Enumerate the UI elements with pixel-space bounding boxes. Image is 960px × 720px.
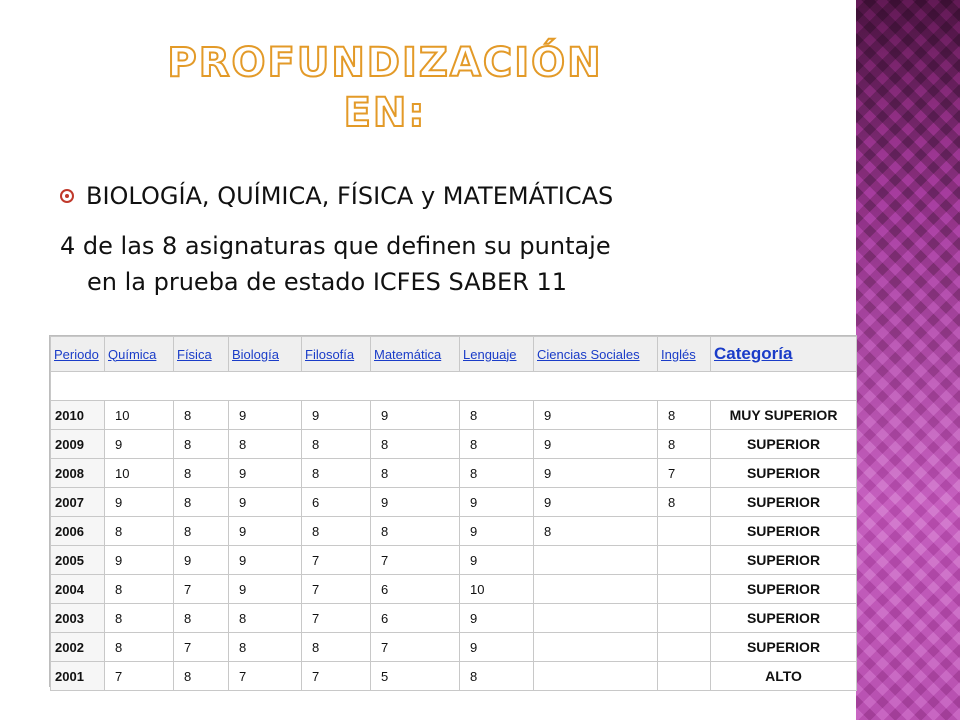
icfes-results-table: [50, 336, 857, 691]
table-cell: 8: [174, 459, 229, 488]
table-cell: 9: [371, 488, 460, 517]
table-cell: [658, 604, 711, 633]
table-cell: 8: [174, 662, 229, 691]
cell-periodo: 2010: [51, 401, 105, 430]
table-cell: 8: [658, 401, 711, 430]
cell-periodo: 2006: [51, 517, 105, 546]
cell-categoria: SUPERIOR: [711, 459, 857, 488]
table-cell: 7: [302, 662, 371, 691]
table-header-row: [51, 337, 857, 372]
table-row: [51, 488, 857, 517]
table-cell: 8: [174, 430, 229, 459]
table-cell: 7: [105, 662, 174, 691]
table-cell: 7: [229, 662, 302, 691]
table-row: [51, 662, 857, 691]
table-cell: 8: [460, 662, 534, 691]
cell-periodo: 2009: [51, 430, 105, 459]
table-cell: 9: [302, 401, 371, 430]
table-cell: 6: [371, 604, 460, 633]
table-row: [51, 430, 857, 459]
cell-categoria: MUY SUPERIOR: [711, 401, 857, 430]
cell-periodo: 2007: [51, 488, 105, 517]
table-cell: 8: [658, 430, 711, 459]
table-row: [51, 604, 857, 633]
bullet-item: [60, 178, 613, 214]
table-cell: 8: [174, 517, 229, 546]
decorative-side-band: [856, 0, 960, 720]
table-cell: 5: [371, 662, 460, 691]
table-cell: 7: [302, 604, 371, 633]
header-fisica[interactable]: Física: [174, 337, 229, 372]
table-row: [51, 459, 857, 488]
bullet-text: BIOLOGÍA, QUÍMICA, FÍSICA y MATEMÁTICAS: [86, 182, 614, 210]
table-cell: 8: [105, 633, 174, 662]
table-cell: 9: [174, 546, 229, 575]
table-row: [51, 401, 857, 430]
table-cell: 7: [302, 546, 371, 575]
results-table-container: [50, 336, 856, 686]
cell-categoria: SUPERIOR: [711, 575, 857, 604]
cell-categoria: SUPERIOR: [711, 633, 857, 662]
table-cell: 9: [534, 459, 658, 488]
table-cell: 8: [229, 430, 302, 459]
cell-periodo: 2003: [51, 604, 105, 633]
header-matematica[interactable]: Matemática: [371, 337, 460, 372]
table-cell: 8: [302, 633, 371, 662]
table-cell: 9: [534, 401, 658, 430]
header-separator: [51, 372, 857, 401]
header-ciencias-sociales[interactable]: Ciencias Sociales: [534, 337, 658, 372]
table-cell: 9: [229, 459, 302, 488]
table-cell: 6: [302, 488, 371, 517]
table-cell: [534, 546, 658, 575]
cell-categoria: SUPERIOR: [711, 488, 857, 517]
cell-categoria: ALTO: [711, 662, 857, 691]
table-cell: [658, 662, 711, 691]
table-cell: 10: [105, 401, 174, 430]
table-cell: 9: [105, 488, 174, 517]
table-cell: 7: [302, 575, 371, 604]
table-cell: 9: [460, 604, 534, 633]
table-cell: 6: [371, 575, 460, 604]
header-quimica[interactable]: Química: [105, 337, 174, 372]
table-cell: [658, 517, 711, 546]
table-cell: 9: [371, 401, 460, 430]
table-cell: 7: [658, 459, 711, 488]
table-cell: 8: [105, 517, 174, 546]
table-row: [51, 517, 857, 546]
table-cell: 9: [229, 575, 302, 604]
table-cell: 8: [229, 633, 302, 662]
table-cell: 8: [302, 430, 371, 459]
header-ingles[interactable]: Inglés: [658, 337, 711, 372]
table-cell: [658, 546, 711, 575]
table-cell: 8: [302, 459, 371, 488]
table-cell: 10: [460, 575, 534, 604]
table-cell: 7: [371, 633, 460, 662]
table-cell: 8: [534, 517, 658, 546]
header-periodo[interactable]: Periodo: [51, 337, 105, 372]
table-cell: 8: [460, 459, 534, 488]
cell-periodo: 2008: [51, 459, 105, 488]
table-row: [51, 633, 857, 662]
table-body: [51, 372, 857, 691]
table-cell: 9: [534, 488, 658, 517]
header-categoria[interactable]: Categoría: [711, 337, 857, 372]
table-cell: 8: [371, 517, 460, 546]
table-row: [51, 546, 857, 575]
table-row: [51, 575, 857, 604]
cell-categoria: SUPERIOR: [711, 546, 857, 575]
slide-title: PROFUNDIZACIÓN EN:: [167, 40, 603, 136]
table-cell: 8: [174, 604, 229, 633]
table-cell: 7: [174, 633, 229, 662]
cell-periodo: 2002: [51, 633, 105, 662]
table-cell: 9: [229, 546, 302, 575]
header-filosofia[interactable]: Filosofía: [302, 337, 371, 372]
table-cell: 10: [105, 459, 174, 488]
paragraph-line-1: 4 de las 8 asignaturas que definen su puntaje: [60, 232, 611, 260]
table-cell: 8: [658, 488, 711, 517]
cell-periodo: 2001: [51, 662, 105, 691]
table-cell: [534, 662, 658, 691]
table-cell: [658, 633, 711, 662]
table-cell: 8: [460, 401, 534, 430]
table-cell: 9: [460, 517, 534, 546]
header-lenguaje[interactable]: Lenguaje: [460, 337, 534, 372]
table-cell: [534, 633, 658, 662]
cell-categoria: SUPERIOR: [711, 604, 857, 633]
table-cell: 8: [229, 604, 302, 633]
table-cell: 9: [105, 430, 174, 459]
table-cell: 9: [229, 401, 302, 430]
header-biologia[interactable]: Biología: [229, 337, 302, 372]
table-cell: [534, 575, 658, 604]
cell-periodo: 2005: [51, 546, 105, 575]
table-cell: 8: [105, 575, 174, 604]
table-cell: 8: [371, 430, 460, 459]
description-paragraph: [60, 228, 820, 300]
table-cell: 9: [460, 633, 534, 662]
table-cell: 8: [174, 401, 229, 430]
cell-categoria: SUPERIOR: [711, 517, 857, 546]
table-cell: [658, 575, 711, 604]
table-cell: 8: [371, 459, 460, 488]
table-cell: [534, 604, 658, 633]
table-cell: 7: [174, 575, 229, 604]
table-cell: 9: [460, 488, 534, 517]
separator-cell: [51, 372, 857, 401]
cell-categoria: SUPERIOR: [711, 430, 857, 459]
table-cell: 8: [105, 604, 174, 633]
paragraph-line-2: en la prueba de estado ICFES SABER 11: [87, 268, 568, 296]
table-cell: 9: [460, 546, 534, 575]
table-cell: 9: [534, 430, 658, 459]
table-cell: 7: [371, 546, 460, 575]
table-cell: 8: [302, 517, 371, 546]
cell-periodo: 2004: [51, 575, 105, 604]
table-cell: 9: [229, 517, 302, 546]
table-cell: 8: [460, 430, 534, 459]
table-cell: 8: [174, 488, 229, 517]
table-cell: 9: [105, 546, 174, 575]
table-cell: 9: [229, 488, 302, 517]
bullet-circle-icon: [60, 189, 74, 203]
